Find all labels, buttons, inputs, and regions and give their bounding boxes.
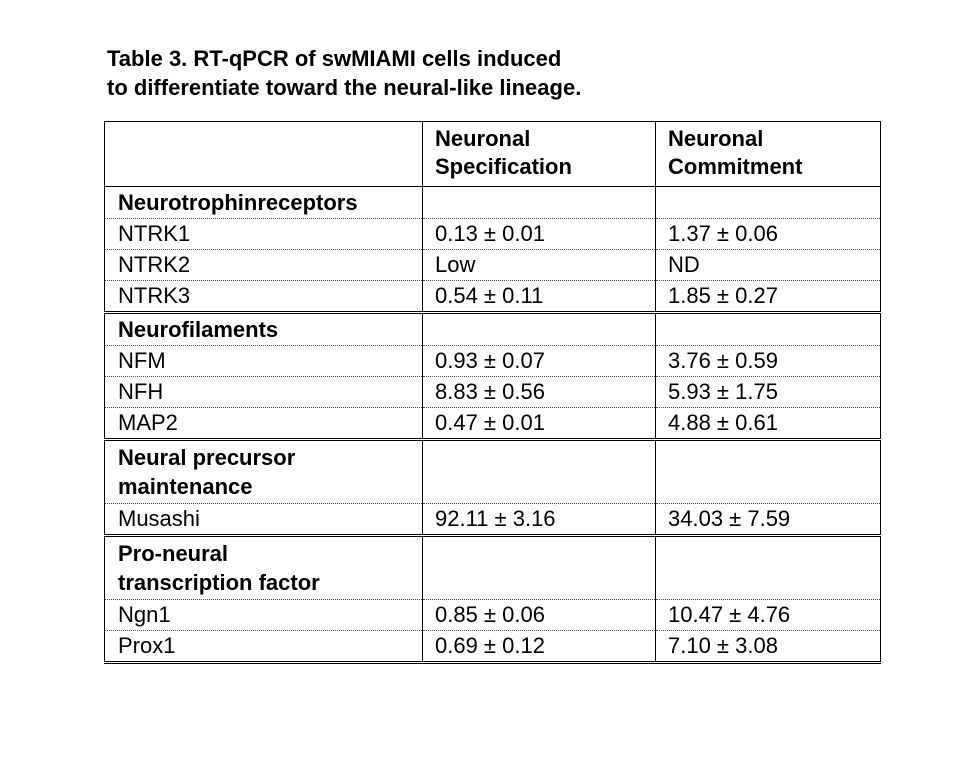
specification-cell: 0.47 ± 0.01 <box>423 408 656 440</box>
header-commitment <box>656 122 881 187</box>
header-gene-column <box>105 122 423 187</box>
table-caption <box>107 44 847 102</box>
header-row <box>105 122 881 187</box>
gene-cell: NTRK1 <box>105 219 423 250</box>
specification-cell: 0.54 ± 0.11 <box>423 281 656 313</box>
group-name <box>105 440 423 504</box>
commitment-cell: 1.37 ± 0.06 <box>656 219 881 250</box>
group-name <box>105 536 423 600</box>
group-empty-cell <box>423 536 656 600</box>
gene-cell: NTRK2 <box>105 250 423 281</box>
group-empty-cell <box>656 440 881 504</box>
header-specification-line-1: Neuronal <box>435 126 531 151</box>
commitment-cell: 10.47 ± 4.76 <box>656 600 881 631</box>
group-empty-cell <box>656 313 881 346</box>
group-header-row <box>105 440 881 504</box>
specification-cell: 8.83 ± 0.56 <box>423 377 656 408</box>
group-name-line: transcription factor <box>118 570 320 595</box>
table-row <box>105 504 881 536</box>
table-row <box>105 408 881 440</box>
group-header-row <box>105 313 881 346</box>
commitment-cell: ND <box>656 250 881 281</box>
specification-cell: 92.11 ± 3.16 <box>423 504 656 536</box>
caption-line-1: Table 3. RT-qPCR of swMIAMI cells induced <box>107 46 562 71</box>
table-row <box>105 600 881 631</box>
table-body <box>105 187 881 663</box>
table-row <box>105 631 881 663</box>
group-header-row <box>105 536 881 600</box>
group-name-line: Neural precursor <box>118 445 296 470</box>
gene-cell: Prox1 <box>105 631 423 663</box>
table-row <box>105 250 881 281</box>
group-name-line: Neurotrophinreceptors <box>118 190 358 215</box>
caption-line-2: to differentiate toward the neural-like lineage. <box>107 75 582 100</box>
group-empty-cell <box>656 187 881 219</box>
specification-cell: 0.93 ± 0.07 <box>423 346 656 377</box>
gene-cell: NFM <box>105 346 423 377</box>
specification-cell: 0.69 ± 0.12 <box>423 631 656 663</box>
group-name <box>105 187 423 219</box>
group-empty-cell <box>423 313 656 346</box>
table-row <box>105 346 881 377</box>
table-row <box>105 281 881 313</box>
commitment-cell: 3.76 ± 0.59 <box>656 346 881 377</box>
group-name <box>105 313 423 346</box>
header-specification-line-2: Specification <box>435 154 572 179</box>
table-row <box>105 219 881 250</box>
gene-cell: Ngn1 <box>105 600 423 631</box>
header-commitment-line-1: Neuronal <box>668 126 764 151</box>
gene-cell: NTRK3 <box>105 281 423 313</box>
group-name-line: Neurofilaments <box>118 317 279 342</box>
gene-cell: NFH <box>105 377 423 408</box>
specification-cell: 0.85 ± 0.06 <box>423 600 656 631</box>
rt-qpcr-table <box>104 121 881 664</box>
specification-cell: Low <box>423 250 656 281</box>
commitment-cell: 34.03 ± 7.59 <box>656 504 881 536</box>
group-name-line: Pro-neural <box>118 541 229 566</box>
gene-cell: MAP2 <box>105 408 423 440</box>
table-row <box>105 377 881 408</box>
group-empty-cell <box>656 536 881 600</box>
commitment-cell: 7.10 ± 3.08 <box>656 631 881 663</box>
commitment-cell: 4.88 ± 0.61 <box>656 408 881 440</box>
header-specification <box>423 122 656 187</box>
commitment-cell: 1.85 ± 0.27 <box>656 281 881 313</box>
specification-cell: 0.13 ± 0.01 <box>423 219 656 250</box>
commitment-cell: 5.93 ± 1.75 <box>656 377 881 408</box>
group-empty-cell <box>423 187 656 219</box>
group-empty-cell <box>423 440 656 504</box>
gene-cell: Musashi <box>105 504 423 536</box>
group-header-row <box>105 187 881 219</box>
group-name-line: maintenance <box>118 474 253 499</box>
header-commitment-line-2: Commitment <box>668 154 803 179</box>
